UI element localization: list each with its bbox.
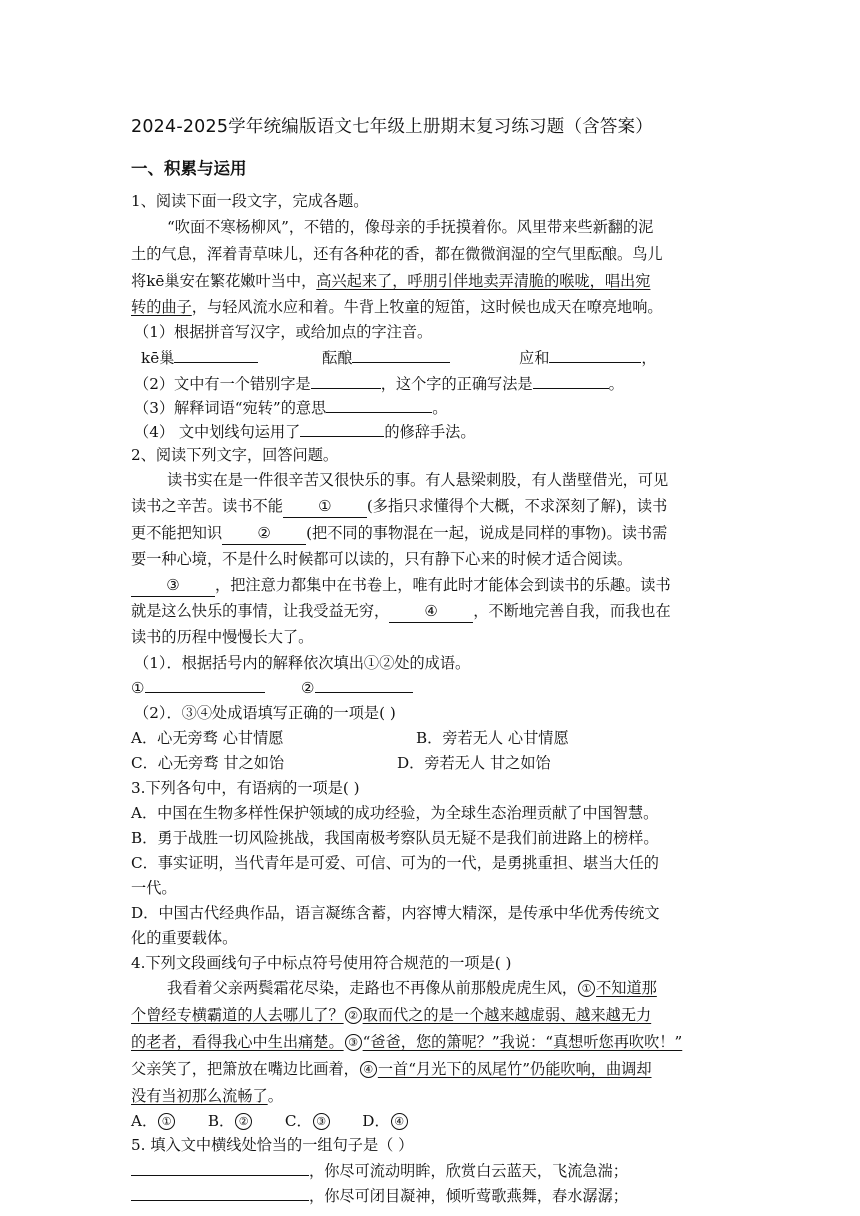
circled-number: ① xyxy=(158,1113,175,1130)
q5-line xyxy=(131,1185,628,1207)
blank-marker[interactable]: ④ xyxy=(389,600,473,623)
option-letter: B． xyxy=(207,1112,235,1130)
underlined-sentence: “爸爸，您的箫呢？”我说：“真想听您再吹吹！” xyxy=(362,1033,683,1051)
q-text: （2）文中有一个错别字是 xyxy=(134,375,311,393)
answer-blank[interactable] xyxy=(549,347,641,363)
q4-para-line xyxy=(131,1031,682,1053)
blank-marker[interactable]: ② xyxy=(222,522,306,545)
option-c[interactable]: C．事实证明，当代青年是可爱、可信、可为的一代，是勇挑重担、堪当大任的 xyxy=(131,854,659,872)
q1-para-line xyxy=(131,270,650,292)
q2-text: (把不同的事物混在一起，说成是同样的事物)。读书需 xyxy=(306,524,668,542)
answer-blank[interactable] xyxy=(174,347,258,363)
answer-blank[interactable] xyxy=(326,397,432,413)
answer-blank[interactable] xyxy=(315,677,413,693)
q2-text: (多指只求懂得个大概，不求深刻了解)，读书 xyxy=(366,497,668,515)
q5-text: ，你尽可流动明眸，欣赏白云蓝天，飞流急湍； xyxy=(309,1162,628,1180)
q-text: 。 xyxy=(432,399,448,417)
q4-text: 父亲笑了，把箫放在嘴边比画着， xyxy=(131,1060,359,1078)
option-letter: A． xyxy=(131,1112,158,1130)
underlined-sentence: 一首“月光下的凤尾竹”仍能吹响，曲调却 xyxy=(377,1060,652,1078)
q1-para-text: 将kē巢安在繁花嫩叶当中， xyxy=(131,272,317,290)
option-d-cont: 化的重要载体。 xyxy=(131,929,238,947)
q4-text: 我看着父亲两鬓霜花尽染，走路也不再像从前那般虎虎生风， xyxy=(167,979,578,997)
q4-para-line xyxy=(167,977,657,999)
document-title: 2024-2025学年统编版语文七年级上册期末复习练习题（含答案） xyxy=(131,117,653,137)
fill-label: 应和 xyxy=(519,349,550,367)
underlined-sentence: 不知道那 xyxy=(596,979,657,997)
q2-para-line: 读书实在是一件很辛苦又很快乐的事。有人悬梁刺股，有人凿壁借光，可见 xyxy=(167,471,669,489)
q2-text: 就是这么快乐的事情，让我受益无穷， xyxy=(131,602,390,620)
underlined-sentence: 取而代之的是一个越来越虚弱、越来越无力 xyxy=(362,1006,652,1024)
option-a[interactable]: A．中国在生物多样性保护领域的成功经验，为全球生态治理贡献了中国智慧。 xyxy=(131,804,659,822)
q4-text: 。 xyxy=(267,1087,283,1105)
q2-text: ，不断地完善自我，而我也在 xyxy=(473,602,671,620)
q2-stem: 2、阅读下列文字，回答问题。 xyxy=(131,446,339,464)
blank-marker[interactable]: ① xyxy=(283,495,367,518)
q5-text: ，你尽可闭目凝神，倾听莺歌燕舞，春水潺潺； xyxy=(309,1187,628,1205)
q1-sub1: （1）根据拼音写汉字，或给加点的字注音。 xyxy=(134,323,433,341)
blank-marker[interactable]: ③ xyxy=(131,574,215,597)
option-d[interactable]: D．中国古代经典作品，语言凝练含蓄，内容博大精深，是传承中华优秀传统文 xyxy=(131,904,660,922)
q1-para-line xyxy=(131,296,663,318)
q1-para-line xyxy=(131,243,663,265)
underlined-sentence: 没有当初那么流畅了 xyxy=(131,1087,268,1105)
circled-number: ② xyxy=(345,1007,362,1024)
q2-text: 更不能把知识 xyxy=(131,524,223,542)
section-heading: 一、积累与运用 xyxy=(131,159,247,178)
underlined-sentence: 转的曲子 xyxy=(131,298,192,316)
circled-number: ③ xyxy=(313,1113,330,1130)
answer-blank[interactable] xyxy=(300,421,384,437)
underlined-sentence: 个曾经专横霸道的人去哪儿了？ xyxy=(131,1006,344,1024)
q2-para-line xyxy=(131,600,671,623)
q4-stem: 4.下列文段画线句子中标点符号使用符合规范的一项是( ) xyxy=(131,954,512,972)
q2-para-line xyxy=(131,574,671,597)
q1-fill-row xyxy=(322,347,450,369)
circled-number: ④ xyxy=(391,1113,408,1130)
fill-punct: ， xyxy=(641,349,657,367)
option-d[interactable]: D．旁若无人 甘之如饴 xyxy=(397,754,551,772)
q4-para-line xyxy=(131,1085,283,1107)
q1-sub4 xyxy=(134,421,476,443)
q-text: ，这个字的正确写法是 xyxy=(380,375,533,393)
q2-answer-row xyxy=(131,677,265,699)
q2-para-line xyxy=(131,522,667,545)
q2-sub1: （1）．根据括号内的解释依次填出①②处的成语。 xyxy=(134,654,471,672)
fill-label: 酝酿 xyxy=(322,349,353,367)
q1-stem: 1、阅读下面一段文字，完成各题。 xyxy=(131,192,369,210)
answer-blank[interactable] xyxy=(533,373,609,389)
q2-para-line: 要一种心境，不是什么时候都可以读的，只有静下心来的时候才适合阅读。 xyxy=(131,550,633,568)
q1-para-text: ，与轻风流水应和着。牛背上牧童的短笛，这时候也成天在嘹亮地响。 xyxy=(191,298,663,316)
option-d[interactable] xyxy=(362,1112,408,1130)
option-b[interactable]: B．旁若无人 心甘情愿 xyxy=(416,729,569,747)
option-c-cont: 一代。 xyxy=(131,879,177,897)
q2-para-line: 读书的历程中慢慢长大了。 xyxy=(131,628,314,646)
answer-label: ① xyxy=(131,679,145,697)
answer-blank[interactable] xyxy=(131,1185,309,1201)
q-text: 的修辞手法。 xyxy=(384,423,476,441)
q2-text: 读书之辛苦。读书不能 xyxy=(131,497,283,515)
q1-sub2 xyxy=(134,373,624,395)
option-b[interactable]: B．勇于战胜一切风险挑战，我国南极考察队员无疑不是我们前进路上的榜样。 xyxy=(131,829,659,847)
q2-answer-row xyxy=(301,677,413,699)
circled-number: ③ xyxy=(345,1034,362,1051)
option-c[interactable] xyxy=(285,1112,331,1130)
q2-text: ，把注意力都集中在书卷上，唯有此时才能体会到读书的乐趣。读书 xyxy=(215,576,671,594)
option-b[interactable] xyxy=(208,1112,253,1130)
q2-para-line xyxy=(131,495,667,518)
circled-number: ② xyxy=(235,1113,252,1130)
q5-stem: 5. 填入文中横线处恰当的一组句子是（ ） xyxy=(131,1136,414,1154)
circled-number: ① xyxy=(578,980,595,997)
option-c[interactable]: C．心无旁骛 甘之如饴 xyxy=(131,754,285,772)
answer-blank[interactable] xyxy=(145,677,265,693)
answer-blank[interactable] xyxy=(352,347,450,363)
option-letter: C． xyxy=(284,1112,312,1130)
fill-label: kē巢 xyxy=(141,349,175,367)
q1-fill-row xyxy=(519,347,657,369)
answer-blank[interactable] xyxy=(131,1160,309,1176)
q4-options xyxy=(131,1110,409,1132)
q1-sub3 xyxy=(134,397,447,419)
option-letter: D． xyxy=(362,1112,390,1130)
q-text: 。 xyxy=(608,375,624,393)
q4-para-line xyxy=(131,1058,652,1080)
circled-number: ④ xyxy=(360,1061,377,1078)
q-text: （4） 文中划线句运用了 xyxy=(134,423,301,441)
q3-stem: 3.下列各句中，有语病的一项是( ) xyxy=(131,779,360,797)
option-a[interactable]: A．心无旁骛 心甘情愿 xyxy=(131,729,284,747)
q1-fill-row xyxy=(141,347,258,369)
q2-sub2: （2）．③④处成语填写正确的一项是( ) xyxy=(134,704,396,722)
q4-para-line xyxy=(131,1004,651,1026)
underlined-sentence: 高兴起来了，呼朋引伴地卖弄清脆的喉咙，唱出宛 xyxy=(316,272,651,290)
q1-para-line: “吹面不寒杨柳风”，不错的，像母亲的手抚摸着你。风里带来些新翻的泥 xyxy=(167,218,654,236)
option-a[interactable] xyxy=(131,1112,176,1130)
underlined-sentence: 的老者，看得我心中生出痛楚。 xyxy=(131,1033,344,1051)
q5-line xyxy=(131,1160,628,1182)
q1-para-text: 土的气息，浑着青草味儿，还有各种花的香，都在微微润湿的空气里酝酿。鸟儿 xyxy=(131,245,663,263)
answer-label: ② xyxy=(301,679,315,697)
q-text: （3）解释词语“宛转”的意思 xyxy=(134,399,327,417)
answer-blank[interactable] xyxy=(311,373,381,389)
